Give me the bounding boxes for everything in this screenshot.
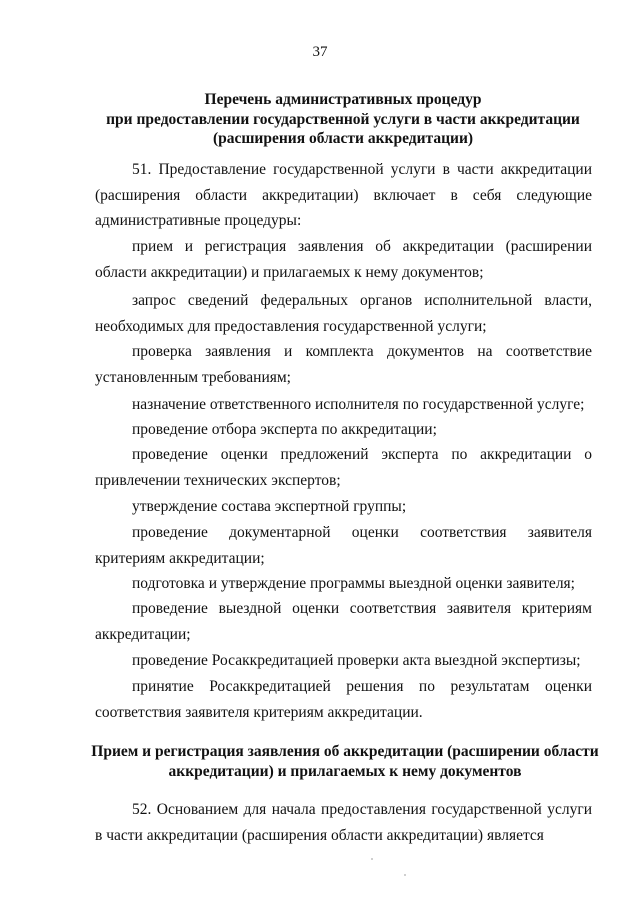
procedure-item: назначение ответственного исполнителя по государственной услуге; — [132, 396, 585, 413]
procedure-item: проведение документарной оценки соответствия заявителя критериям аккредитации; — [95, 524, 592, 567]
scan-speck — [371, 858, 373, 860]
procedure-item: подготовка и утверждение программы выездной оценки заявителя; — [132, 575, 575, 592]
procedure-item: проверка заявления и комплекта документов на соответствие установленным требованиям; — [95, 343, 592, 386]
procedure-item: проведение оценки предложений эксперта по аккредитации о привлечении технических экспертов; — [95, 446, 592, 489]
procedure-item: запрос сведений федеральных органов исполнительной власти, необходимых для предоставления государственной услуги; — [95, 292, 592, 335]
heading-line: Прием и регистрация заявления об аккредитации (расширении области — [91, 743, 599, 760]
scan-speck — [404, 874, 406, 876]
procedure-item: проведение Росаккредитацией проверки акта выездной экспертизы; — [132, 652, 581, 669]
heading-line: аккредитации) и прилагаемых к нему документов — [168, 762, 522, 780]
procedure-item: утверждение состава экспертной группы; — [132, 498, 407, 515]
heading-line: Перечень административных процедур — [204, 91, 482, 108]
procedure-item: проведение выездной оценки соответствия заявителя критериям аккредитации; — [95, 600, 592, 643]
procedure-item: принятие Росаккредитацией решения по результатам оценки соответствия заявителя критериям аккредитации. — [95, 678, 592, 721]
section-heading-application-registration — [50, 742, 640, 781]
procedure-item: проведение отбора эксперта по аккредитации; — [132, 421, 437, 438]
paragraph-52: 52. Основанием для начала предоставления государственной услуги в части аккредитации (расширения области аккредитации) является — [95, 801, 592, 844]
heading-line: при предоставлении государственной услуги в части аккредитации — [106, 110, 580, 128]
heading-line: (расширения области аккредитации) — [212, 130, 474, 147]
paragraph-51: 51. Предоставление государственной услуги в части аккредитации (расширения области аккредитации) включает в себя следующие административные процедуры: — [95, 161, 592, 229]
page-number: 37 — [312, 44, 328, 60]
section-heading-procedures-list — [60, 90, 626, 149]
procedure-item: прием и регистрация заявления об аккредитации (расширении области аккредитации) и прилагаемых к нему документов; — [95, 238, 592, 281]
